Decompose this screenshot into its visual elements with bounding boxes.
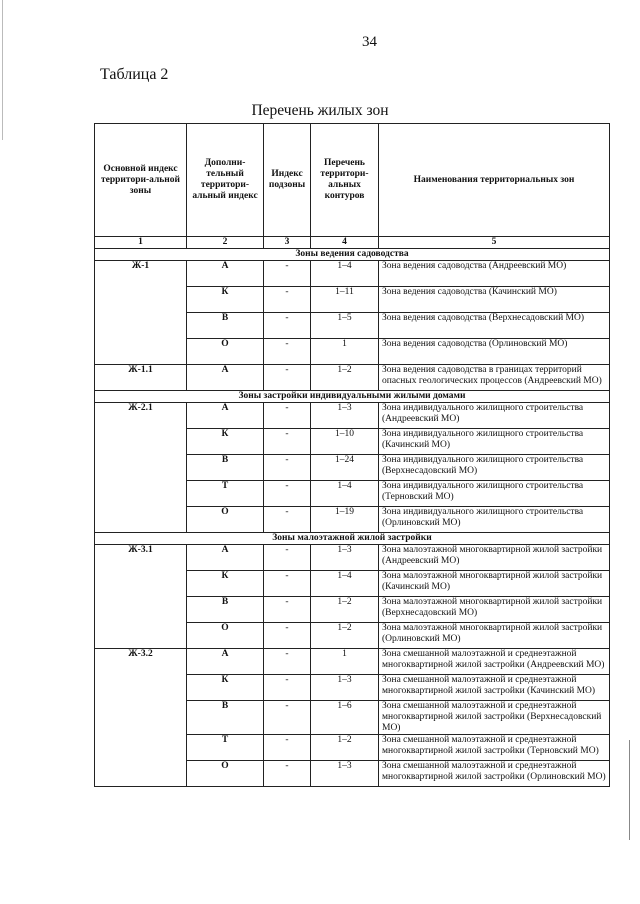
table-row (95, 507, 610, 533)
table-row (95, 597, 610, 623)
section-row (95, 249, 610, 261)
extra-index-cell: О (187, 507, 264, 533)
main-index-cell (95, 735, 187, 761)
section-title: Зоны ведения садоводства (95, 249, 610, 261)
column-number: 3 (264, 237, 311, 249)
subzone-index-cell: - (264, 365, 311, 391)
column-number: 1 (95, 237, 187, 249)
zone-name-cell: Зона индивидуального жилищного строительства (Орлиновский МО) (379, 507, 610, 533)
table-row (95, 403, 610, 429)
extra-index-cell: А (187, 403, 264, 429)
extra-index-cell: О (187, 339, 264, 365)
extra-index-cell: В (187, 701, 264, 735)
main-index-cell: Ж-2.1 (95, 403, 187, 429)
main-index-cell (95, 313, 187, 339)
extra-index-cell: А (187, 649, 264, 675)
contours-cell: 1–4 (311, 571, 379, 597)
main-index-cell (95, 701, 187, 735)
contours-cell: 1–19 (311, 507, 379, 533)
residential-zones-table (94, 123, 610, 787)
section-title: Зоны застройки индивидуальными жилыми домами (95, 391, 610, 403)
subzone-index-cell: - (264, 597, 311, 623)
subzone-index-cell: - (264, 455, 311, 481)
extra-index-cell: Т (187, 481, 264, 507)
main-index-cell (95, 761, 187, 787)
zone-name-cell: Зона индивидуального жилищного строительства (Качинский МО) (379, 429, 610, 455)
table-row (95, 623, 610, 649)
subzone-index-cell: - (264, 429, 311, 455)
table-row (95, 481, 610, 507)
table-row (95, 675, 610, 701)
table-row (95, 455, 610, 481)
main-index-cell (95, 429, 187, 455)
contours-cell: 1–10 (311, 429, 379, 455)
section-row (95, 391, 610, 403)
main-index-cell (95, 481, 187, 507)
extra-index-cell: А (187, 365, 264, 391)
main-index-cell (95, 571, 187, 597)
zone-name-cell: Зона малоэтажной многоквартирной жилой застройки (Верхнесадовский МО) (379, 597, 610, 623)
zone-name-cell: Зона ведения садоводства (Орлиновский МО) (379, 339, 610, 365)
section-title: Зоны малоэтажной жилой застройки (95, 533, 610, 545)
table-row (95, 313, 610, 339)
contours-cell: 1–2 (311, 365, 379, 391)
subzone-index-cell: - (264, 735, 311, 761)
extra-index-cell: А (187, 261, 264, 287)
subzone-index-cell: - (264, 507, 311, 533)
subzone-index-cell: - (264, 287, 311, 313)
contours-cell: 1 (311, 649, 379, 675)
table-row (95, 261, 610, 287)
extra-index-cell: В (187, 313, 264, 339)
column-number-row (95, 237, 610, 249)
zone-name-cell: Зона индивидуального жилищного строительства (Верхнесадовский МО) (379, 455, 610, 481)
contours-cell: 1–6 (311, 701, 379, 735)
subzone-index-cell: - (264, 649, 311, 675)
table-row (95, 429, 610, 455)
zone-name-cell: Зона смешанной малоэтажной и среднеэтажной многоквартирной жилой застройки (Орлиновский МО) (379, 761, 610, 787)
zone-name-cell: Зона ведения садоводства (Андреевский МО) (379, 261, 610, 287)
extra-index-cell: О (187, 761, 264, 787)
subzone-index-cell: - (264, 701, 311, 735)
zone-name-cell: Зона смешанной малоэтажной и среднеэтажной многоквартирной жилой застройки (Верхнесадовский МО) (379, 701, 610, 735)
table-row (95, 545, 610, 571)
table-row (95, 287, 610, 313)
main-index-cell: Ж-3.1 (95, 545, 187, 571)
header-main-index: Основной индекс территори-альной зоны (95, 124, 187, 237)
main-index-cell (95, 507, 187, 533)
header-subzone-index: Индекс подзоны (264, 124, 311, 237)
main-index-cell (95, 455, 187, 481)
zone-name-cell: Зона малоэтажной многоквартирной жилой застройки (Качинский МО) (379, 571, 610, 597)
page-number: 34 (362, 34, 377, 50)
main-index-cell (95, 339, 187, 365)
subzone-index-cell: - (264, 481, 311, 507)
extra-index-cell: О (187, 623, 264, 649)
extra-index-cell: К (187, 287, 264, 313)
table-row (95, 365, 610, 391)
main-index-cell (95, 597, 187, 623)
subzone-index-cell: - (264, 675, 311, 701)
zone-name-cell: Зона смешанной малоэтажной и среднеэтажной многоквартирной жилой застройки (Терновский МО) (379, 735, 610, 761)
contours-cell: 1–4 (311, 481, 379, 507)
subzone-index-cell: - (264, 403, 311, 429)
contours-cell: 1–3 (311, 545, 379, 571)
main-index-cell: Ж-1.1 (95, 365, 187, 391)
table-row (95, 735, 610, 761)
extra-index-cell: В (187, 455, 264, 481)
table-row (95, 761, 610, 787)
zone-name-cell: Зона ведения садоводства (Верхнесадовский МО) (379, 313, 610, 339)
header-row (95, 124, 610, 237)
zone-name-cell: Зона ведения садоводства (Качинский МО) (379, 287, 610, 313)
main-index-cell (95, 623, 187, 649)
zone-name-cell: Зона смешанной малоэтажной и среднеэтажной многоквартирной жилой застройки (Андреевский МО) (379, 649, 610, 675)
table-row (95, 649, 610, 675)
zone-name-cell: Зона малоэтажной многоквартирной жилой застройки (Андреевский МО) (379, 545, 610, 571)
extra-index-cell: А (187, 545, 264, 571)
section-row (95, 533, 610, 545)
zone-name-cell: Зона смешанной малоэтажной и среднеэтажной многоквартирной жилой застройки (Качинский МО) (379, 675, 610, 701)
main-index-cell (95, 287, 187, 313)
extra-index-cell: К (187, 429, 264, 455)
subzone-index-cell: - (264, 545, 311, 571)
zone-name-cell: Зона индивидуального жилищного строительства (Терновский МО) (379, 481, 610, 507)
contours-cell: 1–2 (311, 735, 379, 761)
header-extra-index: Дополни-тельный территори-альный индекс (187, 124, 264, 237)
header-contours: Перечень территори-альных контуров (311, 124, 379, 237)
contours-cell: 1 (311, 339, 379, 365)
column-number: 4 (311, 237, 379, 249)
table-row (95, 701, 610, 735)
extra-index-cell: К (187, 571, 264, 597)
zone-name-cell: Зона ведения садоводства в границах территорий опасных геологических процессов (Андреевский МО) (379, 365, 610, 391)
subzone-index-cell: - (264, 761, 311, 787)
subzone-index-cell: - (264, 313, 311, 339)
column-number: 2 (187, 237, 264, 249)
table-row (95, 339, 610, 365)
extra-index-cell: К (187, 675, 264, 701)
subzone-index-cell: - (264, 571, 311, 597)
column-number: 5 (379, 237, 610, 249)
table-row (95, 571, 610, 597)
contours-cell: 1–3 (311, 675, 379, 701)
zone-name-cell: Зона малоэтажной многоквартирной жилой застройки (Орлиновский МО) (379, 623, 610, 649)
table-title: Перечень жилых зон (251, 102, 389, 119)
contours-cell: 1–24 (311, 455, 379, 481)
scan-edge-mark (629, 740, 630, 840)
contours-cell: 1–3 (311, 761, 379, 787)
table-label: Таблица 2 (100, 66, 169, 83)
contours-cell: 1–4 (311, 261, 379, 287)
zone-name-cell: Зона индивидуального жилищного строительства (Андреевский МО) (379, 403, 610, 429)
subzone-index-cell: - (264, 261, 311, 287)
contours-cell: 1–2 (311, 623, 379, 649)
contours-cell: 1–2 (311, 597, 379, 623)
contours-cell: 1–11 (311, 287, 379, 313)
subzone-index-cell: - (264, 339, 311, 365)
header-zone-names: Наименования территориальных зон (379, 124, 610, 237)
extra-index-cell: В (187, 597, 264, 623)
main-index-cell: Ж-1 (95, 261, 187, 287)
contours-cell: 1–5 (311, 313, 379, 339)
main-index-cell (95, 675, 187, 701)
main-index-cell: Ж-3.2 (95, 649, 187, 675)
subzone-index-cell: - (264, 623, 311, 649)
extra-index-cell: Т (187, 735, 264, 761)
contours-cell: 1–3 (311, 403, 379, 429)
